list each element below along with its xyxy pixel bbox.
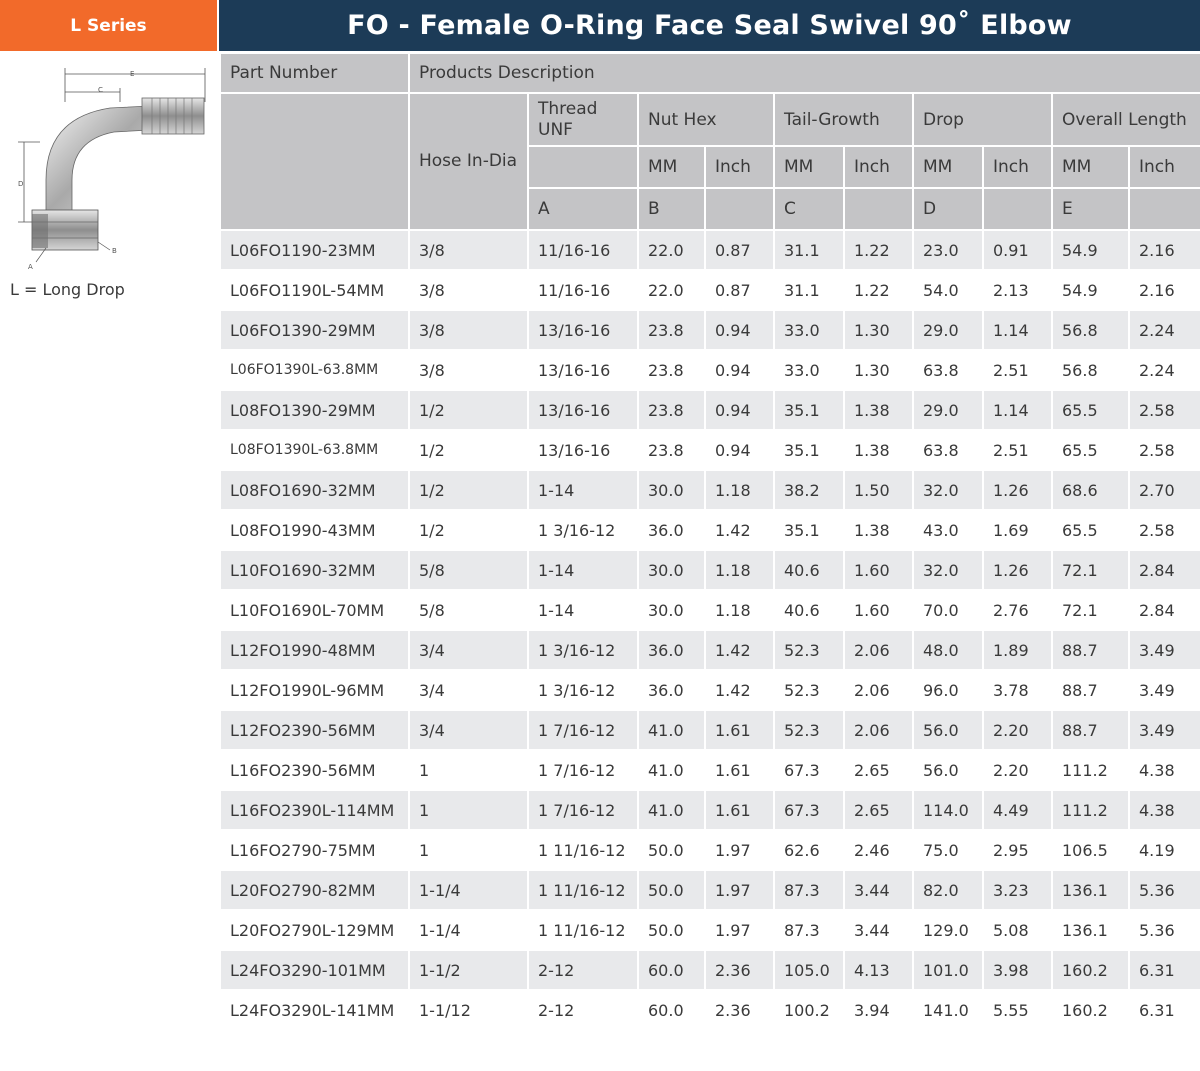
table-row <box>220 230 1200 270</box>
overall-length-mm-cell: 54.9 <box>1052 230 1129 270</box>
tail-growth-mm-cell: 100.2 <box>774 990 844 1030</box>
overall-length-mm-cell: 65.5 <box>1052 510 1129 550</box>
thread-unf-cell: 11/16-16 <box>528 270 638 310</box>
table-row <box>220 350 1200 390</box>
overall-length-inch-cell: 5.36 <box>1129 870 1200 910</box>
thread-unf-cell: 1 11/16-12 <box>528 870 638 910</box>
overall-length-mm-cell: 160.2 <box>1052 950 1129 990</box>
tail-growth-inch-cell: 2.65 <box>844 790 913 830</box>
drop-inch-cell: 3.78 <box>983 670 1052 710</box>
nut-hex-mm-cell: 60.0 <box>638 990 705 1030</box>
table-row <box>220 710 1200 750</box>
part-number-header: Part Number <box>220 53 409 93</box>
part-number-cell: L06FO1190-23MM <box>220 230 409 270</box>
overall-length-mm-cell: 54.9 <box>1052 270 1129 310</box>
nut-hex-inch-cell: 0.94 <box>705 430 774 470</box>
overall-length-mm-cell: 88.7 <box>1052 710 1129 750</box>
overall-length-mm-cell: 88.7 <box>1052 670 1129 710</box>
nut-hex-mm-cell: 30.0 <box>638 550 705 590</box>
tail-growth-mm-cell: 31.1 <box>774 230 844 270</box>
nut-hex-inch-cell: 1.61 <box>705 750 774 790</box>
long-drop-caption: L = Long Drop <box>10 280 125 299</box>
thread-unf-cell: 1 3/16-12 <box>528 510 638 550</box>
hose-in-dia-cell: 3/4 <box>409 710 528 750</box>
overall-length-mm-cell: 160.2 <box>1052 990 1129 1030</box>
nut-hex-inch-cell: 0.87 <box>705 270 774 310</box>
part-number-cell: L08FO1690-32MM <box>220 470 409 510</box>
drop-inch-cell: 5.55 <box>983 990 1052 1030</box>
drop-mm-cell: 82.0 <box>913 870 983 910</box>
nut-hex-mm-cell: 60.0 <box>638 950 705 990</box>
tail-growth-inch-cell: 1.22 <box>844 270 913 310</box>
table-row <box>220 430 1200 470</box>
thread-unf-cell: 1 3/16-12 <box>528 670 638 710</box>
nut-hex-inch-cell: 1.18 <box>705 590 774 630</box>
overall-length-inch-cell: 2.58 <box>1129 390 1200 430</box>
overall-length-inch-cell: 4.38 <box>1129 750 1200 790</box>
overall-length-inch-cell: 6.31 <box>1129 950 1200 990</box>
hose-in-dia-cell: 5/8 <box>409 590 528 630</box>
nut-hex-mm-header: MM <box>638 146 705 188</box>
tail-growth-mm-cell: 105.0 <box>774 950 844 990</box>
nut-hex-inch-header: Inch <box>705 146 774 188</box>
dimension-b-label: B <box>112 247 117 255</box>
tail-growth-mm-cell: 31.1 <box>774 270 844 310</box>
nut-hex-inch-cell: 0.87 <box>705 230 774 270</box>
nut-hex-mm-cell: 41.0 <box>638 710 705 750</box>
part-number-blank-header <box>220 93 409 230</box>
table-row <box>220 750 1200 790</box>
thread-unf-cell: 13/16-16 <box>528 310 638 350</box>
tail-growth-mm-cell: 33.0 <box>774 350 844 390</box>
drop-inch-cell: 2.20 <box>983 710 1052 750</box>
nut-hex-mm-cell: 23.8 <box>638 350 705 390</box>
overall-length-mm-cell: 56.8 <box>1052 350 1129 390</box>
dimension-e-header: E <box>1052 188 1129 230</box>
overall-length-inch-cell: 2.24 <box>1129 310 1200 350</box>
part-number-cell: L08FO1390-29MM <box>220 390 409 430</box>
thread-unf-cell: 1 11/16-12 <box>528 910 638 950</box>
nut-hex-inch-cell: 2.36 <box>705 990 774 1030</box>
part-number-cell: L12FO1990L-96MM <box>220 670 409 710</box>
drop-mm-cell: 29.0 <box>913 390 983 430</box>
drop-inch-cell: 0.91 <box>983 230 1052 270</box>
thread-unit-blank <box>528 146 638 188</box>
drop-mm-cell: 129.0 <box>913 910 983 950</box>
drop-inch-cell: 3.23 <box>983 870 1052 910</box>
overall-length-inch-cell: 2.58 <box>1129 510 1200 550</box>
nut-hex-inch-cell: 1.97 <box>705 870 774 910</box>
hose-in-dia-cell: 1 <box>409 750 528 790</box>
drop-mm-header: MM <box>913 146 983 188</box>
overall-length-header: Overall Length <box>1052 93 1200 146</box>
tail-growth-mm-cell: 40.6 <box>774 590 844 630</box>
hose-in-dia-cell: 1-1/4 <box>409 870 528 910</box>
overall-length-inch-cell: 2.58 <box>1129 430 1200 470</box>
thread-unf-cell: 2-12 <box>528 950 638 990</box>
drop-header: Drop <box>913 93 1052 146</box>
part-number-cell: L12FO2390-56MM <box>220 710 409 750</box>
tail-growth-mm-cell: 67.3 <box>774 750 844 790</box>
tail-growth-mm-cell: 35.1 <box>774 390 844 430</box>
drop-inch-cell: 2.76 <box>983 590 1052 630</box>
overall-length-inch-cell: 2.84 <box>1129 590 1200 630</box>
table-row <box>220 870 1200 910</box>
nut-hex-mm-cell: 23.8 <box>638 430 705 470</box>
drop-inch-cell: 4.49 <box>983 790 1052 830</box>
drop-mm-cell: 63.8 <box>913 430 983 470</box>
drop-mm-cell: 96.0 <box>913 670 983 710</box>
thread-unf-cell: 1 7/16-12 <box>528 710 638 750</box>
thread-unf-cell: 11/16-16 <box>528 230 638 270</box>
overall-length-inch-cell: 4.19 <box>1129 830 1200 870</box>
tail-growth-inch-cell: 2.46 <box>844 830 913 870</box>
nut-hex-mm-cell: 23.8 <box>638 390 705 430</box>
drop-inch-cell: 1.14 <box>983 390 1052 430</box>
overall-length-mm-cell: 65.5 <box>1052 390 1129 430</box>
page-title: FO - Female O-Ring Face Seal Swivel 90˚ Elbow <box>219 0 1200 51</box>
drop-inch-header: Inch <box>983 146 1052 188</box>
tail-growth-inch-cell: 1.60 <box>844 550 913 590</box>
series-tab[interactable]: L Series <box>0 0 217 51</box>
tail-growth-mm-cell: 52.3 <box>774 710 844 750</box>
drop-mm-cell: 32.0 <box>913 470 983 510</box>
overall-length-mm-cell: 111.2 <box>1052 790 1129 830</box>
thread-unf-cell: 1 7/16-12 <box>528 790 638 830</box>
nut-hex-inch-cell: 1.42 <box>705 630 774 670</box>
thread-unf-cell: 13/16-16 <box>528 430 638 470</box>
tail-growth-inch-cell: 3.44 <box>844 870 913 910</box>
overall-length-mm-cell: 88.7 <box>1052 630 1129 670</box>
part-number-cell: L16FO2790-75MM <box>220 830 409 870</box>
part-number-cell: L24FO3290L-141MM <box>220 990 409 1030</box>
drop-mm-cell: 70.0 <box>913 590 983 630</box>
drop-inch-cell: 1.69 <box>983 510 1052 550</box>
part-number-cell: L10FO1690L-70MM <box>220 590 409 630</box>
tail-growth-header: Tail-Growth <box>774 93 913 146</box>
nut-hex-mm-cell: 22.0 <box>638 230 705 270</box>
table-row <box>220 910 1200 950</box>
part-number-cell: L08FO1390L-63.8MM <box>220 430 409 470</box>
drop-inch-cell: 3.98 <box>983 950 1052 990</box>
tail-growth-mm-cell: 38.2 <box>774 470 844 510</box>
nut-hex-mm-cell: 22.0 <box>638 270 705 310</box>
overall-length-inch-cell: 2.16 <box>1129 270 1200 310</box>
overall-length-inch-cell: 2.24 <box>1129 350 1200 390</box>
tail-growth-mm-cell: 35.1 <box>774 510 844 550</box>
drop-mm-cell: 43.0 <box>913 510 983 550</box>
thread-unf-cell: 1-14 <box>528 590 638 630</box>
tail-growth-mm-header: MM <box>774 146 844 188</box>
hose-tail <box>142 98 204 134</box>
hose-in-dia-cell: 1-1/2 <box>409 950 528 990</box>
hose-in-dia-header: Hose In-Dia <box>409 93 528 230</box>
nut-hex-inch-cell: 1.42 <box>705 510 774 550</box>
nut-hex-mm-cell: 36.0 <box>638 630 705 670</box>
dimension-a-header: A <box>528 188 638 230</box>
dimension-a-label: A <box>28 263 33 271</box>
hose-in-dia-cell: 5/8 <box>409 550 528 590</box>
nut-hex-header: Nut Hex <box>638 93 774 146</box>
table-row <box>220 670 1200 710</box>
table-row <box>220 270 1200 310</box>
dimension-c-header: C <box>774 188 844 230</box>
nut-hex-mm-cell: 50.0 <box>638 830 705 870</box>
hose-in-dia-cell: 1/2 <box>409 470 528 510</box>
hose-in-dia-cell: 3/4 <box>409 670 528 710</box>
tail-growth-mm-cell: 52.3 <box>774 670 844 710</box>
nut-hex-mm-cell: 36.0 <box>638 670 705 710</box>
drop-mm-cell: 75.0 <box>913 830 983 870</box>
elbow-body <box>46 106 150 212</box>
nut-hex-inch-cell: 1.97 <box>705 910 774 950</box>
tail-growth-inch-cell: 4.13 <box>844 950 913 990</box>
tail-growth-inch-cell: 2.65 <box>844 750 913 790</box>
drop-mm-cell: 141.0 <box>913 990 983 1030</box>
nut-hex-inch-cell: 1.97 <box>705 830 774 870</box>
dimension-e-label: E <box>130 70 135 78</box>
drop-mm-cell: 54.0 <box>913 270 983 310</box>
part-number-cell: L16FO2390L-114MM <box>220 790 409 830</box>
overall-length-mm-cell: 56.8 <box>1052 310 1129 350</box>
nut-hex-mm-cell: 41.0 <box>638 790 705 830</box>
thread-unf-cell: 1-14 <box>528 470 638 510</box>
part-number-cell: L16FO2390-56MM <box>220 750 409 790</box>
tail-growth-inch-cell: 1.22 <box>844 230 913 270</box>
tail-growth-mm-cell: 40.6 <box>774 550 844 590</box>
drop-inch-cell: 1.14 <box>983 310 1052 350</box>
nut-hex-inch-cell: 1.61 <box>705 710 774 750</box>
tail-growth-inch-cell: 1.50 <box>844 470 913 510</box>
overall-length-inch-cell: 6.31 <box>1129 990 1200 1030</box>
hose-in-dia-cell: 3/8 <box>409 270 528 310</box>
tail-growth-mm-cell: 33.0 <box>774 310 844 350</box>
nut-hex-inch-cell: 0.94 <box>705 390 774 430</box>
thread-unf-cell: 2-12 <box>528 990 638 1030</box>
overall-length-inch-header: Inch <box>1129 146 1200 188</box>
thread-unf-cell: 13/16-16 <box>528 390 638 430</box>
table-row <box>220 590 1200 630</box>
drop-mm-cell: 23.0 <box>913 230 983 270</box>
thread-unf-cell: 1 7/16-12 <box>528 750 638 790</box>
thread-unf-header: Thread UNF <box>528 93 638 146</box>
tail-growth-inch-cell: 1.30 <box>844 350 913 390</box>
drop-mm-cell: 32.0 <box>913 550 983 590</box>
nut-hex-mm-cell: 50.0 <box>638 910 705 950</box>
drop-mm-cell: 56.0 <box>913 750 983 790</box>
elbow-fitting-diagram <box>10 62 210 277</box>
drop-mm-cell: 101.0 <box>913 950 983 990</box>
tail-growth-inch-cell: 2.06 <box>844 630 913 670</box>
tail-growth-inch-cell: 1.60 <box>844 590 913 630</box>
nut-hex-inch-cell: 1.18 <box>705 470 774 510</box>
tail-growth-mm-cell: 87.3 <box>774 870 844 910</box>
drop-inch-cell: 2.13 <box>983 270 1052 310</box>
nut-hex-inch-cell: 0.94 <box>705 350 774 390</box>
tail-growth-inch-cell: 1.38 <box>844 430 913 470</box>
overall-length-inch-cell: 4.38 <box>1129 790 1200 830</box>
hose-in-dia-cell: 3/8 <box>409 310 528 350</box>
overall-length-inch-cell: 5.36 <box>1129 910 1200 950</box>
nut-hex-inch-cell: 1.42 <box>705 670 774 710</box>
drop-mm-cell: 114.0 <box>913 790 983 830</box>
dimension-e-inch-blank <box>1129 188 1200 230</box>
drop-inch-cell: 2.51 <box>983 430 1052 470</box>
nut-hex-mm-cell: 41.0 <box>638 750 705 790</box>
overall-length-mm-cell: 111.2 <box>1052 750 1129 790</box>
dimension-c-label: C <box>98 86 103 94</box>
tail-growth-mm-cell: 62.6 <box>774 830 844 870</box>
tail-growth-inch-cell: 2.06 <box>844 670 913 710</box>
tail-growth-inch-cell: 1.38 <box>844 390 913 430</box>
table-row <box>220 310 1200 350</box>
tail-growth-inch-cell: 2.06 <box>844 710 913 750</box>
tail-growth-inch-cell: 3.44 <box>844 910 913 950</box>
tail-growth-inch-cell: 1.38 <box>844 510 913 550</box>
dimension-b-header: B <box>638 188 705 230</box>
spec-table-body <box>220 230 1200 1030</box>
products-description-header: Products Description <box>409 53 1200 93</box>
nut-hex-mm-cell: 36.0 <box>638 510 705 550</box>
overall-length-inch-cell: 3.49 <box>1129 670 1200 710</box>
part-number-cell: L12FO1990-48MM <box>220 630 409 670</box>
nut-hex-mm-cell: 50.0 <box>638 870 705 910</box>
drop-mm-cell: 63.8 <box>913 350 983 390</box>
hose-in-dia-cell: 1/2 <box>409 390 528 430</box>
table-row <box>220 950 1200 990</box>
thread-unf-cell: 1 11/16-12 <box>528 830 638 870</box>
tail-growth-mm-cell: 52.3 <box>774 630 844 670</box>
drop-inch-cell: 1.26 <box>983 550 1052 590</box>
nut-hex-inch-cell: 1.18 <box>705 550 774 590</box>
tail-growth-mm-cell: 35.1 <box>774 430 844 470</box>
overall-length-mm-cell: 106.5 <box>1052 830 1129 870</box>
table-row <box>220 790 1200 830</box>
tail-growth-inch-header: Inch <box>844 146 913 188</box>
hose-in-dia-cell: 3/8 <box>409 230 528 270</box>
drop-inch-cell: 2.95 <box>983 830 1052 870</box>
nut-hex-mm-cell: 23.8 <box>638 310 705 350</box>
drop-inch-cell: 5.08 <box>983 910 1052 950</box>
part-number-cell: L08FO1990-43MM <box>220 510 409 550</box>
hose-in-dia-cell: 1/2 <box>409 430 528 470</box>
table-row <box>220 630 1200 670</box>
part-number-cell: L20FO2790L-129MM <box>220 910 409 950</box>
tail-growth-mm-cell: 67.3 <box>774 790 844 830</box>
part-number-cell: L06FO1390L-63.8MM <box>220 350 409 390</box>
drop-mm-cell: 48.0 <box>913 630 983 670</box>
dimension-d-header: D <box>913 188 983 230</box>
overall-length-mm-cell: 72.1 <box>1052 590 1129 630</box>
hose-in-dia-cell: 3/8 <box>409 350 528 390</box>
table-row <box>220 550 1200 590</box>
table-row <box>220 470 1200 510</box>
tail-growth-inch-cell: 1.30 <box>844 310 913 350</box>
part-number-cell: L10FO1690-32MM <box>220 550 409 590</box>
overall-length-inch-cell: 2.16 <box>1129 230 1200 270</box>
thread-unf-cell: 13/16-16 <box>528 350 638 390</box>
hose-in-dia-cell: 1 <box>409 830 528 870</box>
drop-inch-cell: 2.20 <box>983 750 1052 790</box>
drop-inch-cell: 1.26 <box>983 470 1052 510</box>
overall-length-mm-cell: 136.1 <box>1052 870 1129 910</box>
dimension-c-inch-blank <box>844 188 913 230</box>
overall-length-mm-cell: 72.1 <box>1052 550 1129 590</box>
dimension-d-label: D <box>18 180 24 188</box>
nut-hex-mm-cell: 30.0 <box>638 590 705 630</box>
overall-length-inch-cell: 2.70 <box>1129 470 1200 510</box>
thread-unf-cell: 1 3/16-12 <box>528 630 638 670</box>
overall-length-mm-cell: 65.5 <box>1052 430 1129 470</box>
dimension-d-inch-blank <box>983 188 1052 230</box>
tail-growth-inch-cell: 3.94 <box>844 990 913 1030</box>
drop-inch-cell: 1.89 <box>983 630 1052 670</box>
thread-unf-cell: 1-14 <box>528 550 638 590</box>
nut-hex-inch-cell: 1.61 <box>705 790 774 830</box>
part-number-cell: L20FO2790-82MM <box>220 870 409 910</box>
table-row <box>220 510 1200 550</box>
nut-hex-mm-cell: 30.0 <box>638 470 705 510</box>
part-number-cell: L24FO3290-101MM <box>220 950 409 990</box>
overall-length-mm-cell: 136.1 <box>1052 910 1129 950</box>
spec-table <box>219 52 1200 1031</box>
table-row <box>220 390 1200 430</box>
overall-length-inch-cell: 3.49 <box>1129 630 1200 670</box>
drop-inch-cell: 2.51 <box>983 350 1052 390</box>
hose-in-dia-cell: 3/4 <box>409 630 528 670</box>
drop-mm-cell: 29.0 <box>913 310 983 350</box>
nut-hex-inch-cell: 0.94 <box>705 310 774 350</box>
overall-length-mm-header: MM <box>1052 146 1129 188</box>
overall-length-inch-cell: 2.84 <box>1129 550 1200 590</box>
hose-in-dia-cell: 1/2 <box>409 510 528 550</box>
drop-mm-cell: 56.0 <box>913 710 983 750</box>
overall-length-mm-cell: 68.6 <box>1052 470 1129 510</box>
part-number-cell: L06FO1190L-54MM <box>220 270 409 310</box>
part-number-cell: L06FO1390-29MM <box>220 310 409 350</box>
table-row <box>220 830 1200 870</box>
hose-in-dia-cell: 1-1/12 <box>409 990 528 1030</box>
dimension-b-inch-blank <box>705 188 774 230</box>
hose-in-dia-cell: 1 <box>409 790 528 830</box>
nut-hex-inch-cell: 2.36 <box>705 950 774 990</box>
hose-in-dia-cell: 1-1/4 <box>409 910 528 950</box>
overall-length-inch-cell: 3.49 <box>1129 710 1200 750</box>
tail-growth-mm-cell: 87.3 <box>774 910 844 950</box>
table-row <box>220 990 1200 1030</box>
